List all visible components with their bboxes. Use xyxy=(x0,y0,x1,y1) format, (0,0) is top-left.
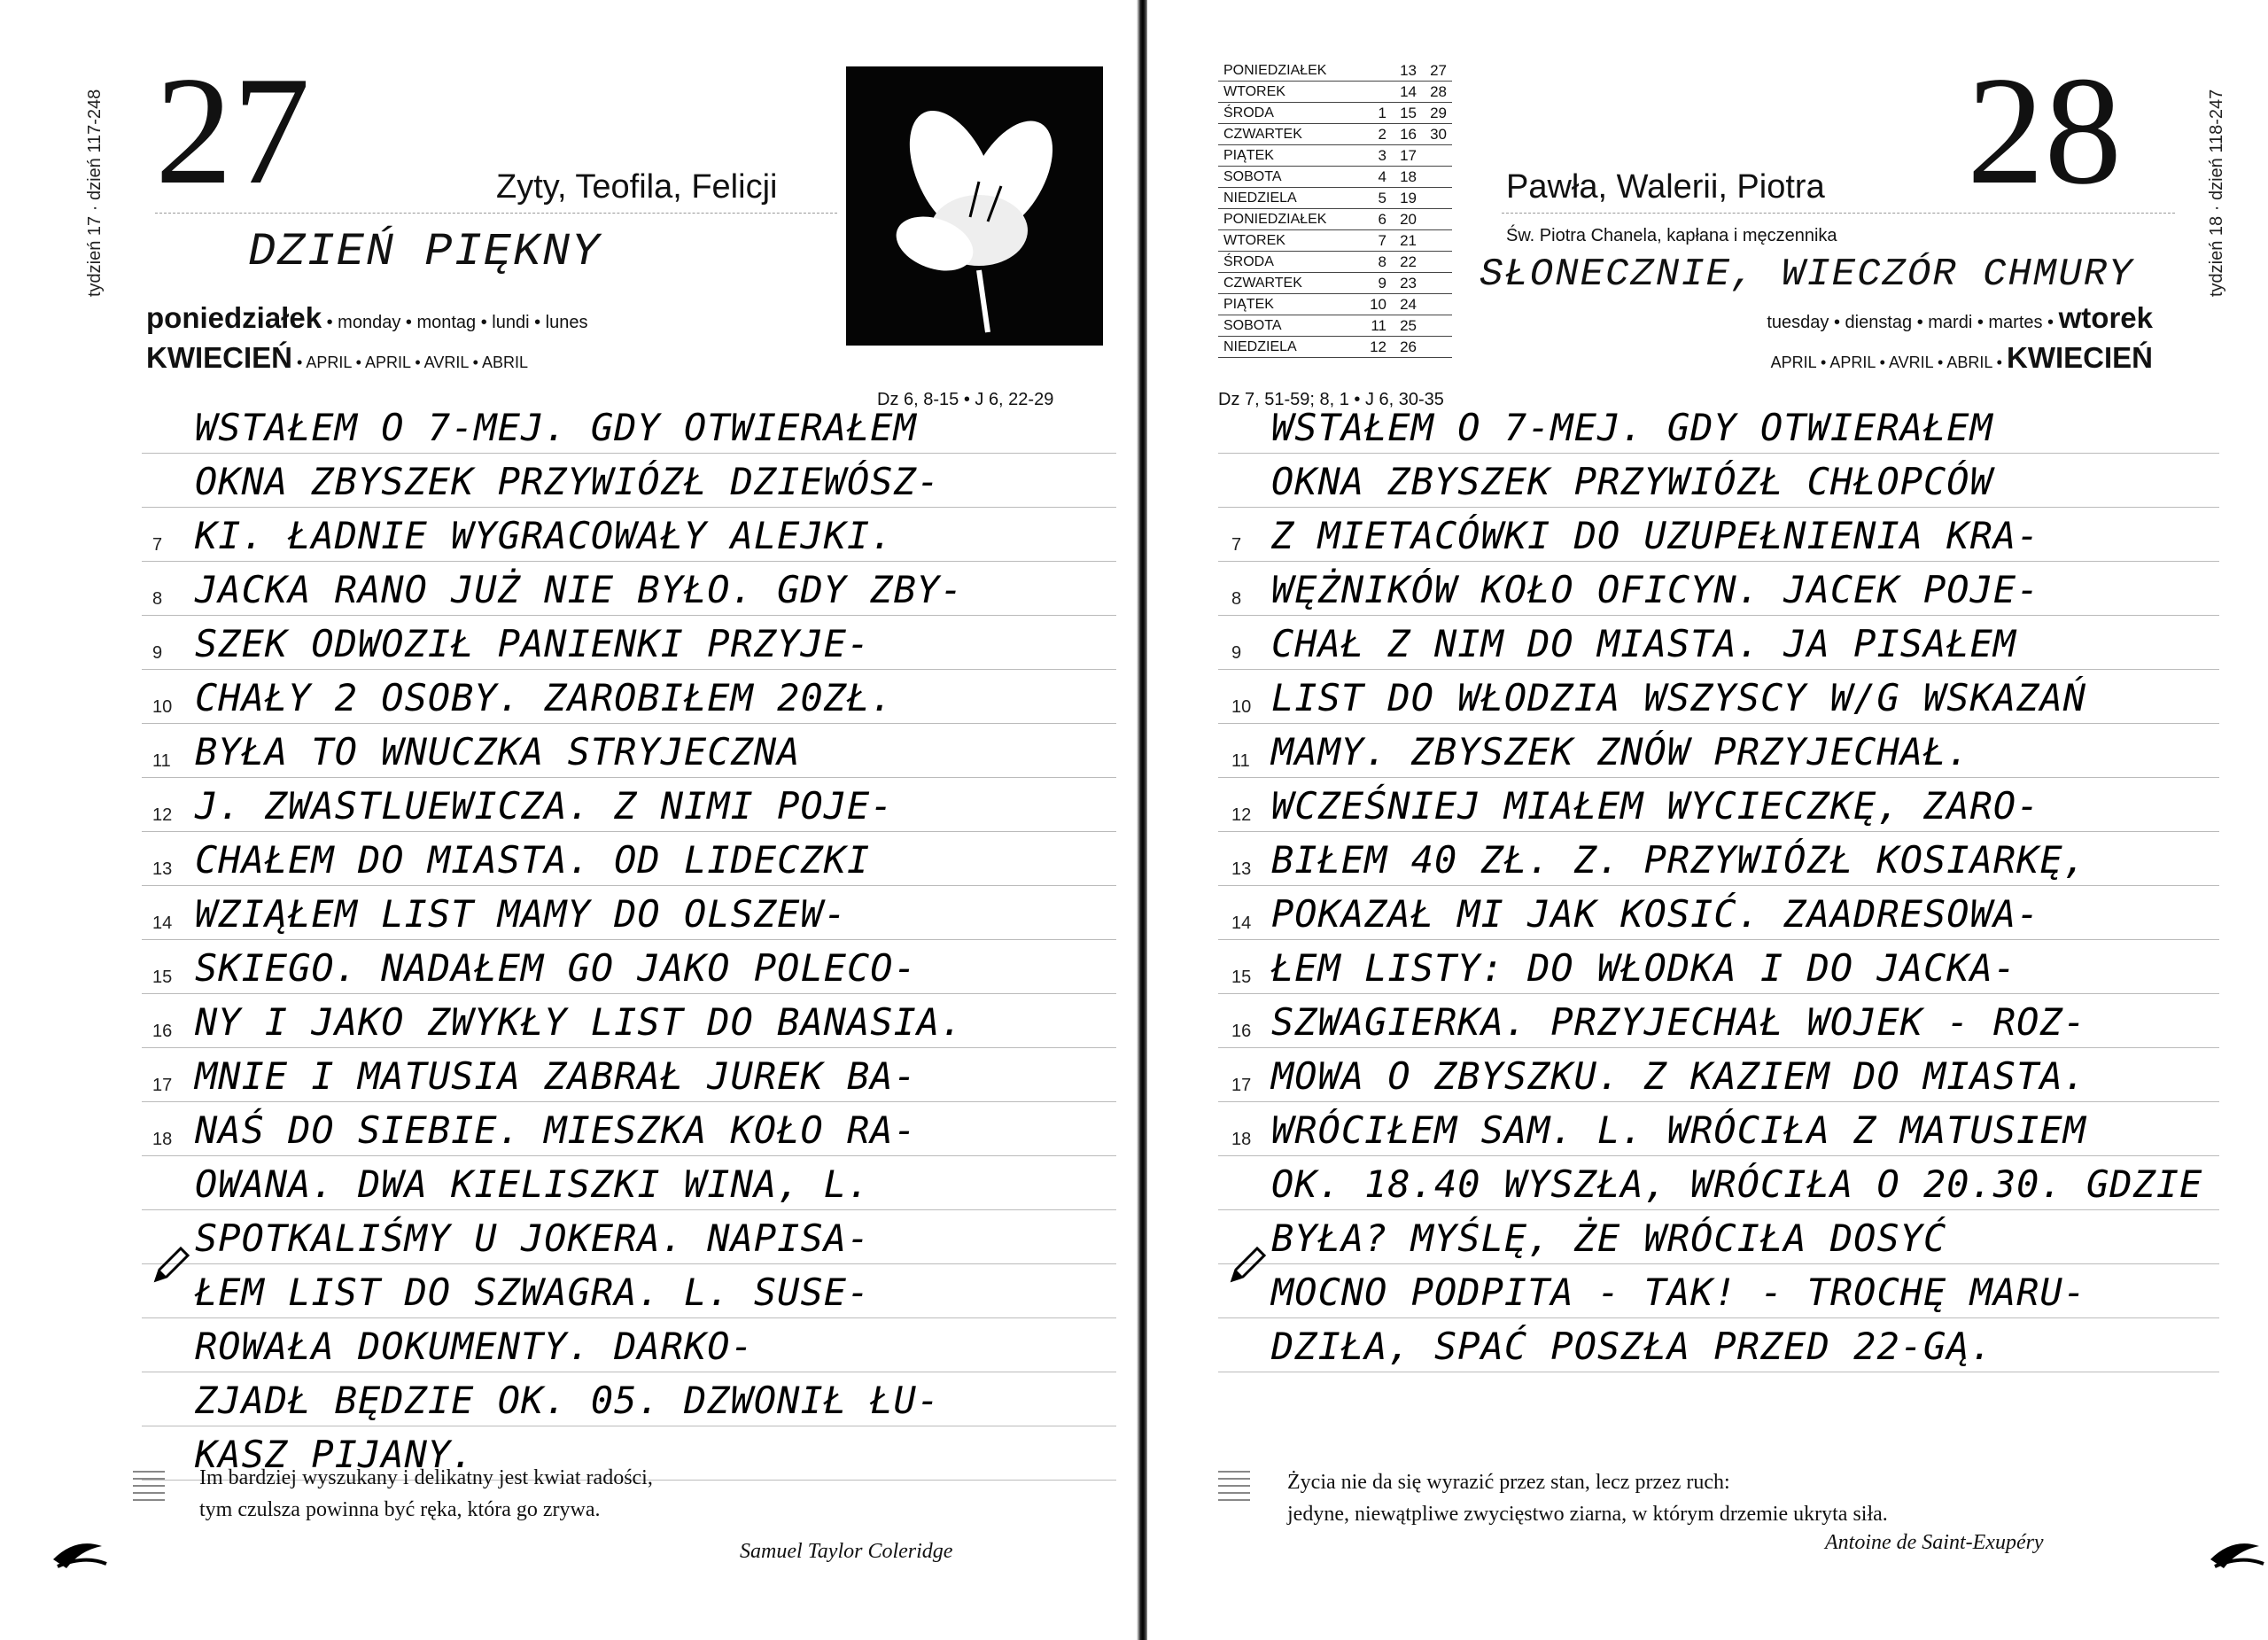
calendar-date: 20 xyxy=(1392,209,1422,230)
handwritten-line: MOWA O ZBYSZKU. Z KAZIEM DO MIASTA. xyxy=(1271,1054,2087,1098)
calendar-date xyxy=(1422,188,1452,209)
handwritten-line: BYŁA TO WNUCZKA STRYJECZNA xyxy=(195,730,801,773)
calendar-date: 13 xyxy=(1392,60,1422,82)
handwritten-line: CHAŁEM DO MIASTA. OD LIDECZKI xyxy=(195,838,871,882)
calendar-date xyxy=(1422,230,1452,252)
quote-author-left: Samuel Taylor Coleridge xyxy=(740,1540,953,1563)
handwritten-line: OWANA. DWA KIELISZKI WINA, L. xyxy=(195,1162,871,1206)
publisher-logo-icon xyxy=(2206,1533,2268,1573)
calendar-date: 17 xyxy=(1392,145,1422,167)
calendar-date: 30 xyxy=(1422,124,1452,145)
calendar-date: 3 xyxy=(1362,145,1392,167)
weekday-left: poniedziałek xyxy=(146,301,322,334)
calendar-row xyxy=(1218,188,1452,209)
hour-number: 14 xyxy=(1231,913,1252,933)
publisher-logo-icon xyxy=(49,1533,111,1573)
handwritten-line: OKNA ZBYSZEK PRZYWIÓZŁ DZIEWÓSZ- xyxy=(195,460,941,503)
calendar-date xyxy=(1422,252,1452,273)
pencil-icon xyxy=(1227,1245,1268,1286)
week-label-left: tydzień 17 · dzień 117-248 xyxy=(85,89,105,297)
month-translations-left: • APRIL • APRIL • AVRIL • ABRIL xyxy=(297,354,529,371)
calendar-row xyxy=(1218,124,1452,145)
calendar-row xyxy=(1218,167,1452,188)
calendar-row xyxy=(1218,60,1452,82)
quote-right xyxy=(1287,1466,1888,1530)
divider-lines-icon xyxy=(133,1471,165,1506)
handwritten-line: ŁEM LIST DO SZWAGRA. L. SUSE- xyxy=(195,1271,871,1314)
hour-number: 10 xyxy=(1231,697,1252,717)
month-calendar xyxy=(1218,60,1452,358)
hour-number: 15 xyxy=(1231,968,1252,987)
week-label-right: tydzień 18 · dzień 118-247 xyxy=(2207,89,2226,297)
calendar-date: 28 xyxy=(1422,82,1452,103)
calendar-row xyxy=(1218,252,1452,273)
calendar-date xyxy=(1422,167,1452,188)
calendar-date: 24 xyxy=(1392,294,1422,315)
handwritten-line: WSTAŁEM O 7-MEJ. GDY OTWIERAŁEM xyxy=(195,406,917,449)
handwritten-line: CHAŁY 2 OSOBY. ZAROBIŁEM 20ZŁ. xyxy=(195,676,894,719)
calendar-date: 1 xyxy=(1362,103,1392,124)
handwritten-line: WRÓCIŁEM SAM. L. WRÓCIŁA Z MATUSIEM xyxy=(1271,1108,2087,1152)
weekday-translations-right: tuesday • dienstag • mardi • martes • xyxy=(1767,313,2054,332)
right-diary-page xyxy=(1147,0,2268,1640)
quote-author-right: Antoine de Saint-Exupéry xyxy=(1825,1531,2044,1554)
calendar-weekday: SOBOTA xyxy=(1218,315,1362,337)
calendar-date xyxy=(1362,82,1392,103)
handwritten-line: SZEK ODWOZIŁ PANIENKI PRZYJE- xyxy=(195,622,871,665)
calendar-weekday: ŚRODA xyxy=(1218,252,1362,273)
saint-line: Św. Piotra Chanela, kapłana i męczennika xyxy=(1506,226,1837,245)
calendar-weekday: WTOREK xyxy=(1218,230,1362,252)
calendar-weekday: NIEDZIELA xyxy=(1218,337,1362,358)
quote-line: Życia nie da się wyrazić przez stan, lecz przez ruch: xyxy=(1287,1471,1730,1494)
pencil-icon xyxy=(151,1245,191,1286)
calendar-date: 7 xyxy=(1362,230,1392,252)
handwritten-line: KASZ PIJANY. xyxy=(195,1433,475,1476)
hour-number: 7 xyxy=(152,535,163,555)
reading-ref-right: Dz 7, 51-59; 8, 1 • J 6, 30-35 xyxy=(1218,390,1444,409)
calendar-date xyxy=(1362,60,1392,82)
handwritten-line: ROWAŁA DOKUMENTY. DARKO- xyxy=(195,1325,754,1368)
calendar-date: 10 xyxy=(1362,294,1392,315)
handwritten-line: ZJADŁ BĘDZIE OK. 05. DZWONIŁ ŁU- xyxy=(195,1379,941,1422)
hour-number: 8 xyxy=(152,589,163,609)
calendar-date: 21 xyxy=(1392,230,1422,252)
calendar-date: 19 xyxy=(1392,188,1422,209)
handwritten-line: POKAZAŁ MI JAK KOSIĆ. ZAADRESOWA- xyxy=(1271,892,2040,936)
calendar-date xyxy=(1422,337,1452,358)
calendar-date: 15 xyxy=(1392,103,1422,124)
handwritten-line: Z MIETACÓWKI DO UZUPEŁNIENIA KRA- xyxy=(1271,514,2040,557)
handwritten-line: OKNA ZBYSZEK PRZYWIÓZŁ CHŁOPCÓW xyxy=(1271,460,1993,503)
calendar-row xyxy=(1218,82,1452,103)
calendar-date xyxy=(1422,145,1452,167)
weekday-right: wtorek xyxy=(2058,301,2153,334)
day-number-right: 28 xyxy=(1967,44,2122,216)
calendar-date xyxy=(1422,315,1452,337)
day-number-left: 27 xyxy=(155,44,310,216)
calendar-date: 25 xyxy=(1392,315,1422,337)
calendar-weekday: WTOREK xyxy=(1218,82,1362,103)
hour-number: 17 xyxy=(152,1076,173,1095)
calendar-date: 9 xyxy=(1362,273,1392,294)
calendar-date xyxy=(1422,273,1452,294)
calendar-row xyxy=(1218,294,1452,315)
hour-number: 13 xyxy=(152,859,173,879)
hour-number: 18 xyxy=(152,1130,173,1149)
month-left: KWIECIEŃ xyxy=(146,341,292,374)
handwritten-line: SKIEGO. NADAŁEM GO JAKO POLECO- xyxy=(195,946,917,990)
hour-number: 16 xyxy=(152,1022,173,1041)
calendar-date: 26 xyxy=(1392,337,1422,358)
handwritten-line: MAMY. ZBYSZEK ZNÓW PRZYJECHAŁ. xyxy=(1271,730,1970,773)
calendar-row xyxy=(1218,273,1452,294)
handwritten-line: WZIĄŁEM LIST MAMY DO OLSZEW- xyxy=(195,892,848,936)
month-line-left xyxy=(146,341,528,375)
calendar-weekday: CZWARTEK xyxy=(1218,273,1362,294)
calendar-date: 5 xyxy=(1362,188,1392,209)
handwritten-line: BIŁEM 40 ZŁ. Z. PRZYWIÓZŁ KOSIARKĘ, xyxy=(1271,838,2087,882)
handwritten-line: WSTAŁEM O 7-MEJ. GDY OTWIERAŁEM xyxy=(1271,406,1993,449)
weekday-translations-left: • monday • montag • lundi • lunes xyxy=(326,313,588,332)
calendar-date: 11 xyxy=(1362,315,1392,337)
handwritten-line: LIST DO WŁODZIA WSZYSCY W/G WSKAZAŃ xyxy=(1271,676,2087,719)
calendar-date xyxy=(1422,209,1452,230)
hour-number: 16 xyxy=(1231,1022,1252,1041)
flower-photo xyxy=(846,66,1103,346)
handwritten-line: MOCNO PODPITA - TAK! - TROCHĘ MARU- xyxy=(1271,1271,2087,1314)
handwritten-line: ŁEM LISTY: DO WŁODKA I DO JACKA- xyxy=(1271,946,2017,990)
calendar-date: 22 xyxy=(1392,252,1422,273)
handwritten-heading-left: DZIEŃ PIĘKNY xyxy=(248,226,602,278)
calendar-weekday: PONIEDZIAŁEK xyxy=(1218,60,1362,82)
quote-line: Im bardziej wyszukany i delikatny jest kwiat radości, xyxy=(199,1466,653,1489)
name-days-right: Pawła, Walerii, Piotra xyxy=(1506,168,1825,206)
calendar-date: 16 xyxy=(1392,124,1422,145)
calendar-weekday: ŚRODA xyxy=(1218,103,1362,124)
calendar-date: 14 xyxy=(1392,82,1422,103)
calendar-row xyxy=(1218,315,1452,337)
calendar-date: 27 xyxy=(1422,60,1452,82)
reading-ref-left: Dz 6, 8-15 • J 6, 22-29 xyxy=(877,390,1054,409)
hour-number: 8 xyxy=(1231,589,1242,609)
calendar-row xyxy=(1218,145,1452,167)
quote-line: jedyne, niewątpliwe zwycięstwo ziarna, w którym drzemie ukryta siła. xyxy=(1287,1503,1888,1526)
weekday-line-right xyxy=(1767,301,2153,335)
hour-number: 14 xyxy=(152,913,173,933)
month-line-right xyxy=(1771,341,2153,375)
handwritten-line: JACKA RANO JUŻ NIE BYŁO. GDY ZBY- xyxy=(195,568,964,611)
handwritten-line: KI. ŁADNIE WYGRACOWAŁY ALEJKI. xyxy=(195,514,894,557)
handwritten-line: SPOTKALIŚMY U JOKERA. NAPISA- xyxy=(195,1216,871,1260)
handwritten-line: WCZEŚNIEJ MIAŁEM WYCIECZKĘ, ZARO- xyxy=(1271,784,2040,828)
flower-icon xyxy=(846,66,1103,346)
calendar-row xyxy=(1218,103,1452,124)
hour-number: 17 xyxy=(1231,1076,1252,1095)
calendar-weekday: PONIEDZIAŁEK xyxy=(1218,209,1362,230)
divider-lines-icon xyxy=(1218,1471,1250,1506)
calendar-date: 29 xyxy=(1422,103,1452,124)
calendar-weekday: SOBOTA xyxy=(1218,167,1362,188)
hour-number: 12 xyxy=(1231,805,1252,825)
calendar-date xyxy=(1422,294,1452,315)
calendar-weekday: PIĄTEK xyxy=(1218,145,1362,167)
quote-left xyxy=(199,1462,653,1526)
calendar-date: 6 xyxy=(1362,209,1392,230)
hour-number: 13 xyxy=(1231,859,1252,879)
calendar-date: 23 xyxy=(1392,273,1422,294)
hour-number: 11 xyxy=(152,751,171,771)
handwritten-line: BYŁA? MYŚLĘ, ŻE WRÓCIŁA DOSYĆ xyxy=(1271,1216,1947,1260)
name-days-left: Zyty, Teofila, Felicji xyxy=(496,168,778,206)
calendar-row xyxy=(1218,337,1452,358)
handwritten-line: OK. 18.40 WYSZŁA, WRÓCIŁA O 20.30. GDZIE xyxy=(1271,1162,2203,1206)
calendar-weekday: PIĄTEK xyxy=(1218,294,1362,315)
hour-number: 11 xyxy=(1231,751,1250,771)
calendar-date: 12 xyxy=(1362,337,1392,358)
calendar-weekday: NIEDZIELA xyxy=(1218,188,1362,209)
hour-number: 9 xyxy=(152,643,163,663)
handwritten-line: NY I JAKO ZWYKŁY LIST DO BANASIA. xyxy=(195,1000,964,1044)
handwritten-heading-right: SŁONECZNIE, WIECZÓR CHMURY xyxy=(1480,253,2134,297)
hour-number: 7 xyxy=(1231,535,1242,555)
month-translations-right: APRIL • APRIL • AVRIL • ABRIL • xyxy=(1770,354,2002,371)
handwritten-line: WĘŻNIKÓW KOŁO OFICYN. JACEK POJE- xyxy=(1271,568,2040,611)
calendar-date: 18 xyxy=(1392,167,1422,188)
hour-number: 12 xyxy=(152,805,173,825)
hour-number: 18 xyxy=(1231,1130,1252,1149)
weekday-line-left xyxy=(146,301,587,335)
calendar-date: 2 xyxy=(1362,124,1392,145)
month-right: KWIECIEŃ xyxy=(2007,341,2153,374)
handwritten-line: NAŚ DO SIEBIE. MIESZKA KOŁO RA- xyxy=(195,1108,917,1152)
handwritten-line: SZWAGIERKA. PRZYJECHAŁ WOJEK - ROZ- xyxy=(1271,1000,2087,1044)
handwritten-line: CHAŁ Z NIM DO MIASTA. JA PISAŁEM xyxy=(1271,622,2017,665)
handwritten-line: MNIE I MATUSIA ZABRAŁ JUREK BA- xyxy=(195,1054,917,1098)
hour-number: 9 xyxy=(1231,643,1242,663)
hour-number: 10 xyxy=(152,697,173,717)
calendar-date: 4 xyxy=(1362,167,1392,188)
handwritten-line: DZIŁA, SPAĆ POSZŁA PRZED 22-GĄ. xyxy=(1271,1325,1993,1368)
calendar-row xyxy=(1218,230,1452,252)
calendar-date: 8 xyxy=(1362,252,1392,273)
hour-number: 15 xyxy=(152,968,173,987)
handwritten-line: J. ZWASTLUEWICZA. Z NIMI POJE- xyxy=(195,784,894,828)
calendar-weekday: CZWARTEK xyxy=(1218,124,1362,145)
quote-line: tym czulsza powinna być ręka, która go zrywa. xyxy=(199,1498,601,1521)
calendar-row xyxy=(1218,209,1452,230)
